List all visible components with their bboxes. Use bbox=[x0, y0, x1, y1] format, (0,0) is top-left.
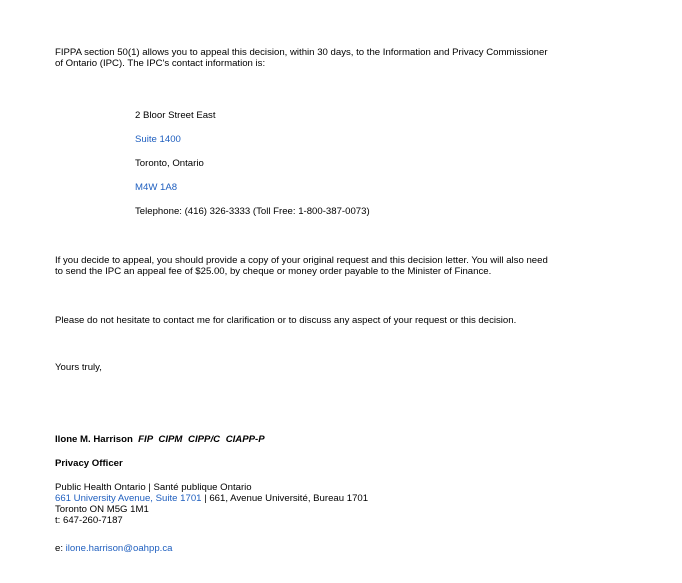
closing: Yours truly, bbox=[55, 362, 102, 373]
signer-address-french: | 661, Avenue Université, Bureau 1701 bbox=[201, 493, 369, 504]
ipc-city: Toronto, Ontario bbox=[135, 158, 204, 169]
ipc-telephone: Telephone: (416) 326-3333 (Toll Free: 1-800-387-0073) bbox=[135, 206, 370, 217]
appeal-paragraph: FIPPA section 50(1) allows you to appeal this decision, within 30 days, to the Information and Privacy Commissioner of Ontario (IPC). The IPC's contact information is: bbox=[55, 47, 548, 69]
signer-name-line bbox=[55, 434, 265, 445]
signer-city-postal: Toronto ON M5G 1M1 bbox=[55, 504, 149, 515]
signer-email-line bbox=[55, 543, 172, 554]
fee-paragraph: If you decide to appeal, you should provide a copy of your original request and this decision letter. You will also need to send the IPC an appeal fee of $25.00, by cheque or money order payable to the Minister of Finance. bbox=[55, 255, 548, 277]
contact-paragraph: Please do not hesitate to contact me for clarification or to discuss any aspect of your request or this decision. bbox=[55, 315, 517, 326]
email-prefix: e: bbox=[55, 543, 66, 554]
signer-title: Privacy Officer bbox=[55, 458, 123, 469]
ipc-suite: Suite 1400 bbox=[135, 134, 181, 145]
signer-phone: t: 647-260-7187 bbox=[55, 515, 123, 526]
signer-email-link[interactable]: ilone.harrison@oahpp.ca bbox=[65, 543, 173, 554]
ipc-street: 2 Bloor Street East bbox=[135, 110, 216, 121]
signer-credentials: FIP CIPM CIPP/C CIAPP-P bbox=[138, 434, 265, 445]
signer-address-line bbox=[55, 493, 368, 504]
signer-address-link[interactable]: 661 University Avenue, Suite 1701 bbox=[55, 493, 202, 504]
ipc-postal-code: M4W 1A8 bbox=[135, 182, 178, 193]
signer-name: Ilone M. Harrison bbox=[55, 434, 133, 445]
signer-organization: Public Health Ontario | Santé publique Ontario bbox=[55, 482, 252, 493]
